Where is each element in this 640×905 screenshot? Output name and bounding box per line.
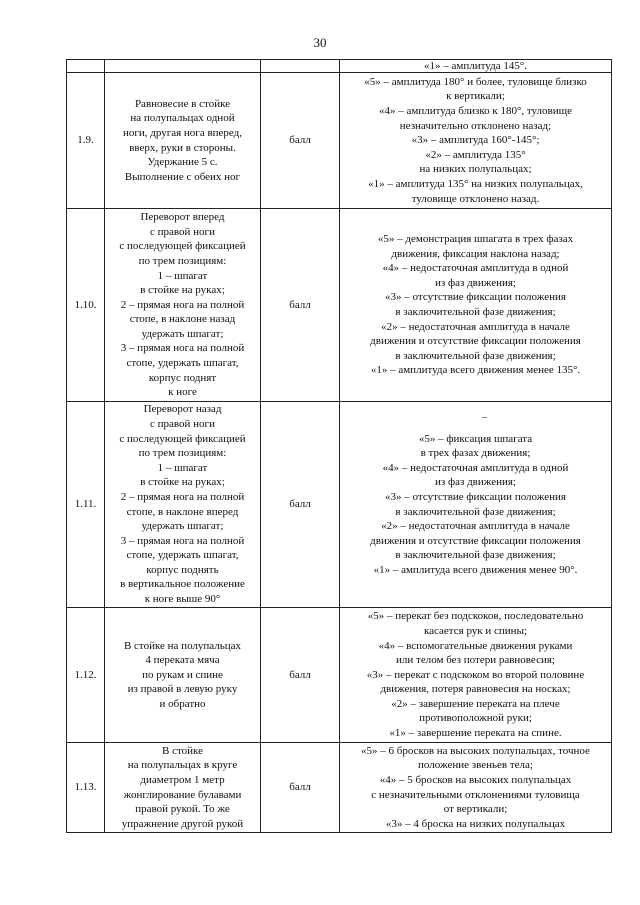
criteria-line: противоположной руки;: [419, 712, 532, 725]
criteria-line: в заключительной фазе движения;: [395, 306, 556, 318]
criteria-line: «4» – амплитуда близко к 180°, туловище: [379, 105, 572, 118]
exercise-line: по трем позициям:: [138, 447, 227, 460]
criteria-line: «4» – недостаточная амплитуда в одной: [382, 262, 569, 275]
criteria-cell: [340, 209, 612, 402]
exercise-line: к ноге: [168, 386, 197, 399]
unit-cell: балл: [261, 402, 340, 608]
criteria-line: «1» – амплитуда 145°.: [424, 60, 527, 72]
exercise-line: и обратно: [159, 697, 206, 710]
exercise-line: 2 – прямая нога на полной: [120, 298, 245, 311]
criteria-line: «2» – амплитуда 135°: [425, 148, 526, 161]
exercise-line: В стойке: [162, 744, 203, 757]
criteria-line: в трех фазах движения;: [420, 447, 531, 460]
criteria-line: движения, фиксация наклона назад;: [391, 247, 560, 260]
scan-speck: [482, 417, 487, 418]
exercise-cell: [105, 73, 261, 209]
criteria-line: движения и отсутствие фиксации положения: [370, 534, 581, 547]
exercise-line: с правой ноги: [150, 225, 215, 238]
exercise-line: ноги, другая нога вперед,: [122, 126, 243, 139]
criteria-line: к вертикали;: [446, 90, 505, 103]
exercise-line: по трем позициям:: [138, 254, 227, 267]
criteria-line: касается рук и спины;: [423, 624, 528, 637]
exercise-line: 1 – шпагат: [157, 269, 208, 282]
criteria-line: «3» – амплитуда 160°-145°;: [411, 134, 540, 147]
criteria-line: в заключительной фазе движения;: [395, 549, 556, 562]
exercise-line: удержать шпагат;: [141, 520, 224, 533]
page-number: 30: [313, 35, 327, 50]
exercise-line: 4 переката мяча: [145, 654, 220, 667]
criteria-line: движения и отсутствие фиксации положения: [370, 335, 581, 348]
exercise-line: Удержание 5 с.: [147, 156, 218, 169]
exercise-line: вверх, руки в стороны.: [129, 141, 236, 154]
exercise-line: по рукам и спине: [142, 668, 223, 681]
item-number: 1.10.: [67, 209, 105, 402]
exercise-line: Переворот назад: [143, 403, 222, 416]
exercise-line: 2 – прямая нога на полной: [120, 490, 245, 503]
exercise-line: В стойке на полупальцах: [123, 639, 242, 652]
criteria-line: «1» – амплитуда всего движения менее 135°.: [370, 364, 581, 377]
exercise-line: с последующей фиксацией: [119, 240, 246, 253]
table-row: [67, 743, 612, 833]
exercise-cell: [105, 743, 261, 833]
exercise-line: корпус поднять: [146, 563, 219, 576]
exercise-line: стопе, в наклоне вперед: [126, 505, 239, 518]
exercise-cell: [105, 402, 261, 608]
exercise-line: упражнение другой рукой: [121, 817, 244, 830]
criteria-line: «2» – завершение переката на плече: [391, 697, 560, 710]
criteria-line: «1» – амплитуда 135° на низких полупальцах,: [368, 177, 583, 190]
criteria-line: от вертикали;: [443, 803, 508, 816]
criteria-line: «3» – отсутствие фиксации положения: [385, 490, 566, 503]
exercise-line: 3 – прямая нога на полной: [120, 342, 245, 355]
num-cell-empty: [67, 60, 105, 73]
exercise-line: в стойке на руках;: [140, 284, 225, 297]
exercise-line: стопе, удержать шпагат,: [126, 549, 239, 562]
exercise-line: с последующей фиксацией: [119, 432, 246, 445]
exercise-cell: [105, 608, 261, 743]
table-row-continuation: [67, 60, 612, 73]
criteria-cell: [340, 743, 612, 833]
table-row: [67, 73, 612, 209]
exercise-line: 3 – прямая нога на полной: [120, 534, 245, 547]
exercise-cell-empty: [105, 60, 261, 73]
exercise-line: на полупальцах одной: [130, 112, 235, 125]
criteria-line: «2» – недостаточная амплитуда в начале: [381, 520, 570, 533]
criteria-line: «1» – амплитуда всего движения менее 90°.: [373, 563, 578, 576]
criteria-line: движения, потеря равновесия на носках;: [380, 683, 571, 696]
criteria-line: «4» – недостаточная амплитуда в одной: [382, 461, 569, 474]
table-row: [67, 209, 612, 402]
criteria-line: с незначительными отклонениями туловища: [371, 788, 580, 801]
criteria-line: положение звеньев тела;: [418, 759, 533, 772]
exercise-line: диаметром 1 метр: [140, 773, 225, 786]
criteria-line: «5» – фиксация шпагата: [418, 432, 533, 445]
table-row: [67, 402, 612, 608]
exercise-line: стопе, в наклоне назад: [129, 313, 236, 326]
unit-cell: балл: [261, 608, 340, 743]
criteria-line: «2» – недостаточная амплитуда в начале: [381, 320, 570, 333]
criteria-line: из фаз движения;: [435, 476, 516, 489]
exercise-line: из правой в левую руку: [127, 683, 238, 696]
criteria-line: или телом без потери равновесия;: [396, 654, 555, 667]
exercise-line: Равновесие в стойке: [134, 97, 231, 110]
item-number: 1.11.: [67, 402, 105, 608]
exercise-line: 1 – шпагат: [157, 461, 208, 474]
exercise-line: Переворот вперед: [140, 211, 225, 224]
item-number: 1.9.: [67, 73, 105, 209]
exercise-line: удержать шпагат;: [141, 327, 224, 340]
exercise-cell: [105, 209, 261, 402]
item-number: 1.13.: [67, 743, 105, 833]
unit-cell-empty: [261, 60, 340, 73]
criteria-line: «3» – перекат с подскоком во второй половине: [366, 668, 585, 681]
criteria-line: «4» – 5 бросков на высоких полупальцах: [379, 773, 572, 786]
exercise-line: в вертикальное положение: [120, 578, 245, 591]
criteria-line: в заключительной фазе движения;: [395, 505, 556, 518]
exercise-table: [66, 59, 612, 833]
criteria-line: «5» – 6 бросков на высоких полупальцах, точное: [361, 744, 590, 757]
criteria-cell: [340, 73, 612, 209]
exercise-line: к ноге выше 90°: [144, 593, 221, 606]
exercise-line: корпус поднят: [148, 371, 217, 384]
criteria-line: незначительно отклонено назад;: [399, 119, 552, 132]
exercise-line: Выполнение с обеих ног: [124, 170, 241, 183]
criteria-line: «3» – 4 броска на низких полупальцах: [385, 817, 566, 830]
criteria-cell: [340, 608, 612, 743]
criteria-line: из фаз движения;: [435, 276, 516, 289]
exercise-line: правой рукой. То же: [135, 803, 230, 816]
criteria-line: туловище отклонено назад.: [411, 192, 540, 205]
criteria-line: «3» – отсутствие фиксации положения: [385, 291, 566, 304]
unit-cell: балл: [261, 73, 340, 209]
exercise-line: стопе, удержать шпагат,: [126, 357, 239, 370]
criteria-line: в заключительной фазе движения;: [395, 349, 556, 362]
criteria-cell: [340, 60, 612, 73]
criteria-line: «5» – демонстрация шпагата в трех фазах: [377, 233, 574, 246]
criteria-line: на низких полупальцах;: [419, 163, 532, 176]
exercise-line: жонглирование булавами: [123, 788, 242, 801]
exercise-line: в стойке на руках;: [140, 476, 225, 489]
unit-cell: балл: [261, 209, 340, 402]
exercise-line: на полупальцах в круге: [127, 759, 238, 772]
item-number: 1.12.: [67, 608, 105, 743]
exercise-line: с правой ноги: [150, 417, 215, 430]
criteria-line: «5» – амплитуда 180° и более, туловище близко: [364, 75, 587, 88]
unit-cell: балл: [261, 743, 340, 833]
criteria-line: «1» – завершение переката на спине.: [389, 727, 562, 740]
criteria-cell: [340, 402, 612, 608]
criteria-line: «5» – перекат без подскоков, последовательно: [367, 610, 584, 623]
table-row: [67, 608, 612, 743]
criteria-line: «4» – вспомогательные движения руками: [378, 639, 573, 652]
